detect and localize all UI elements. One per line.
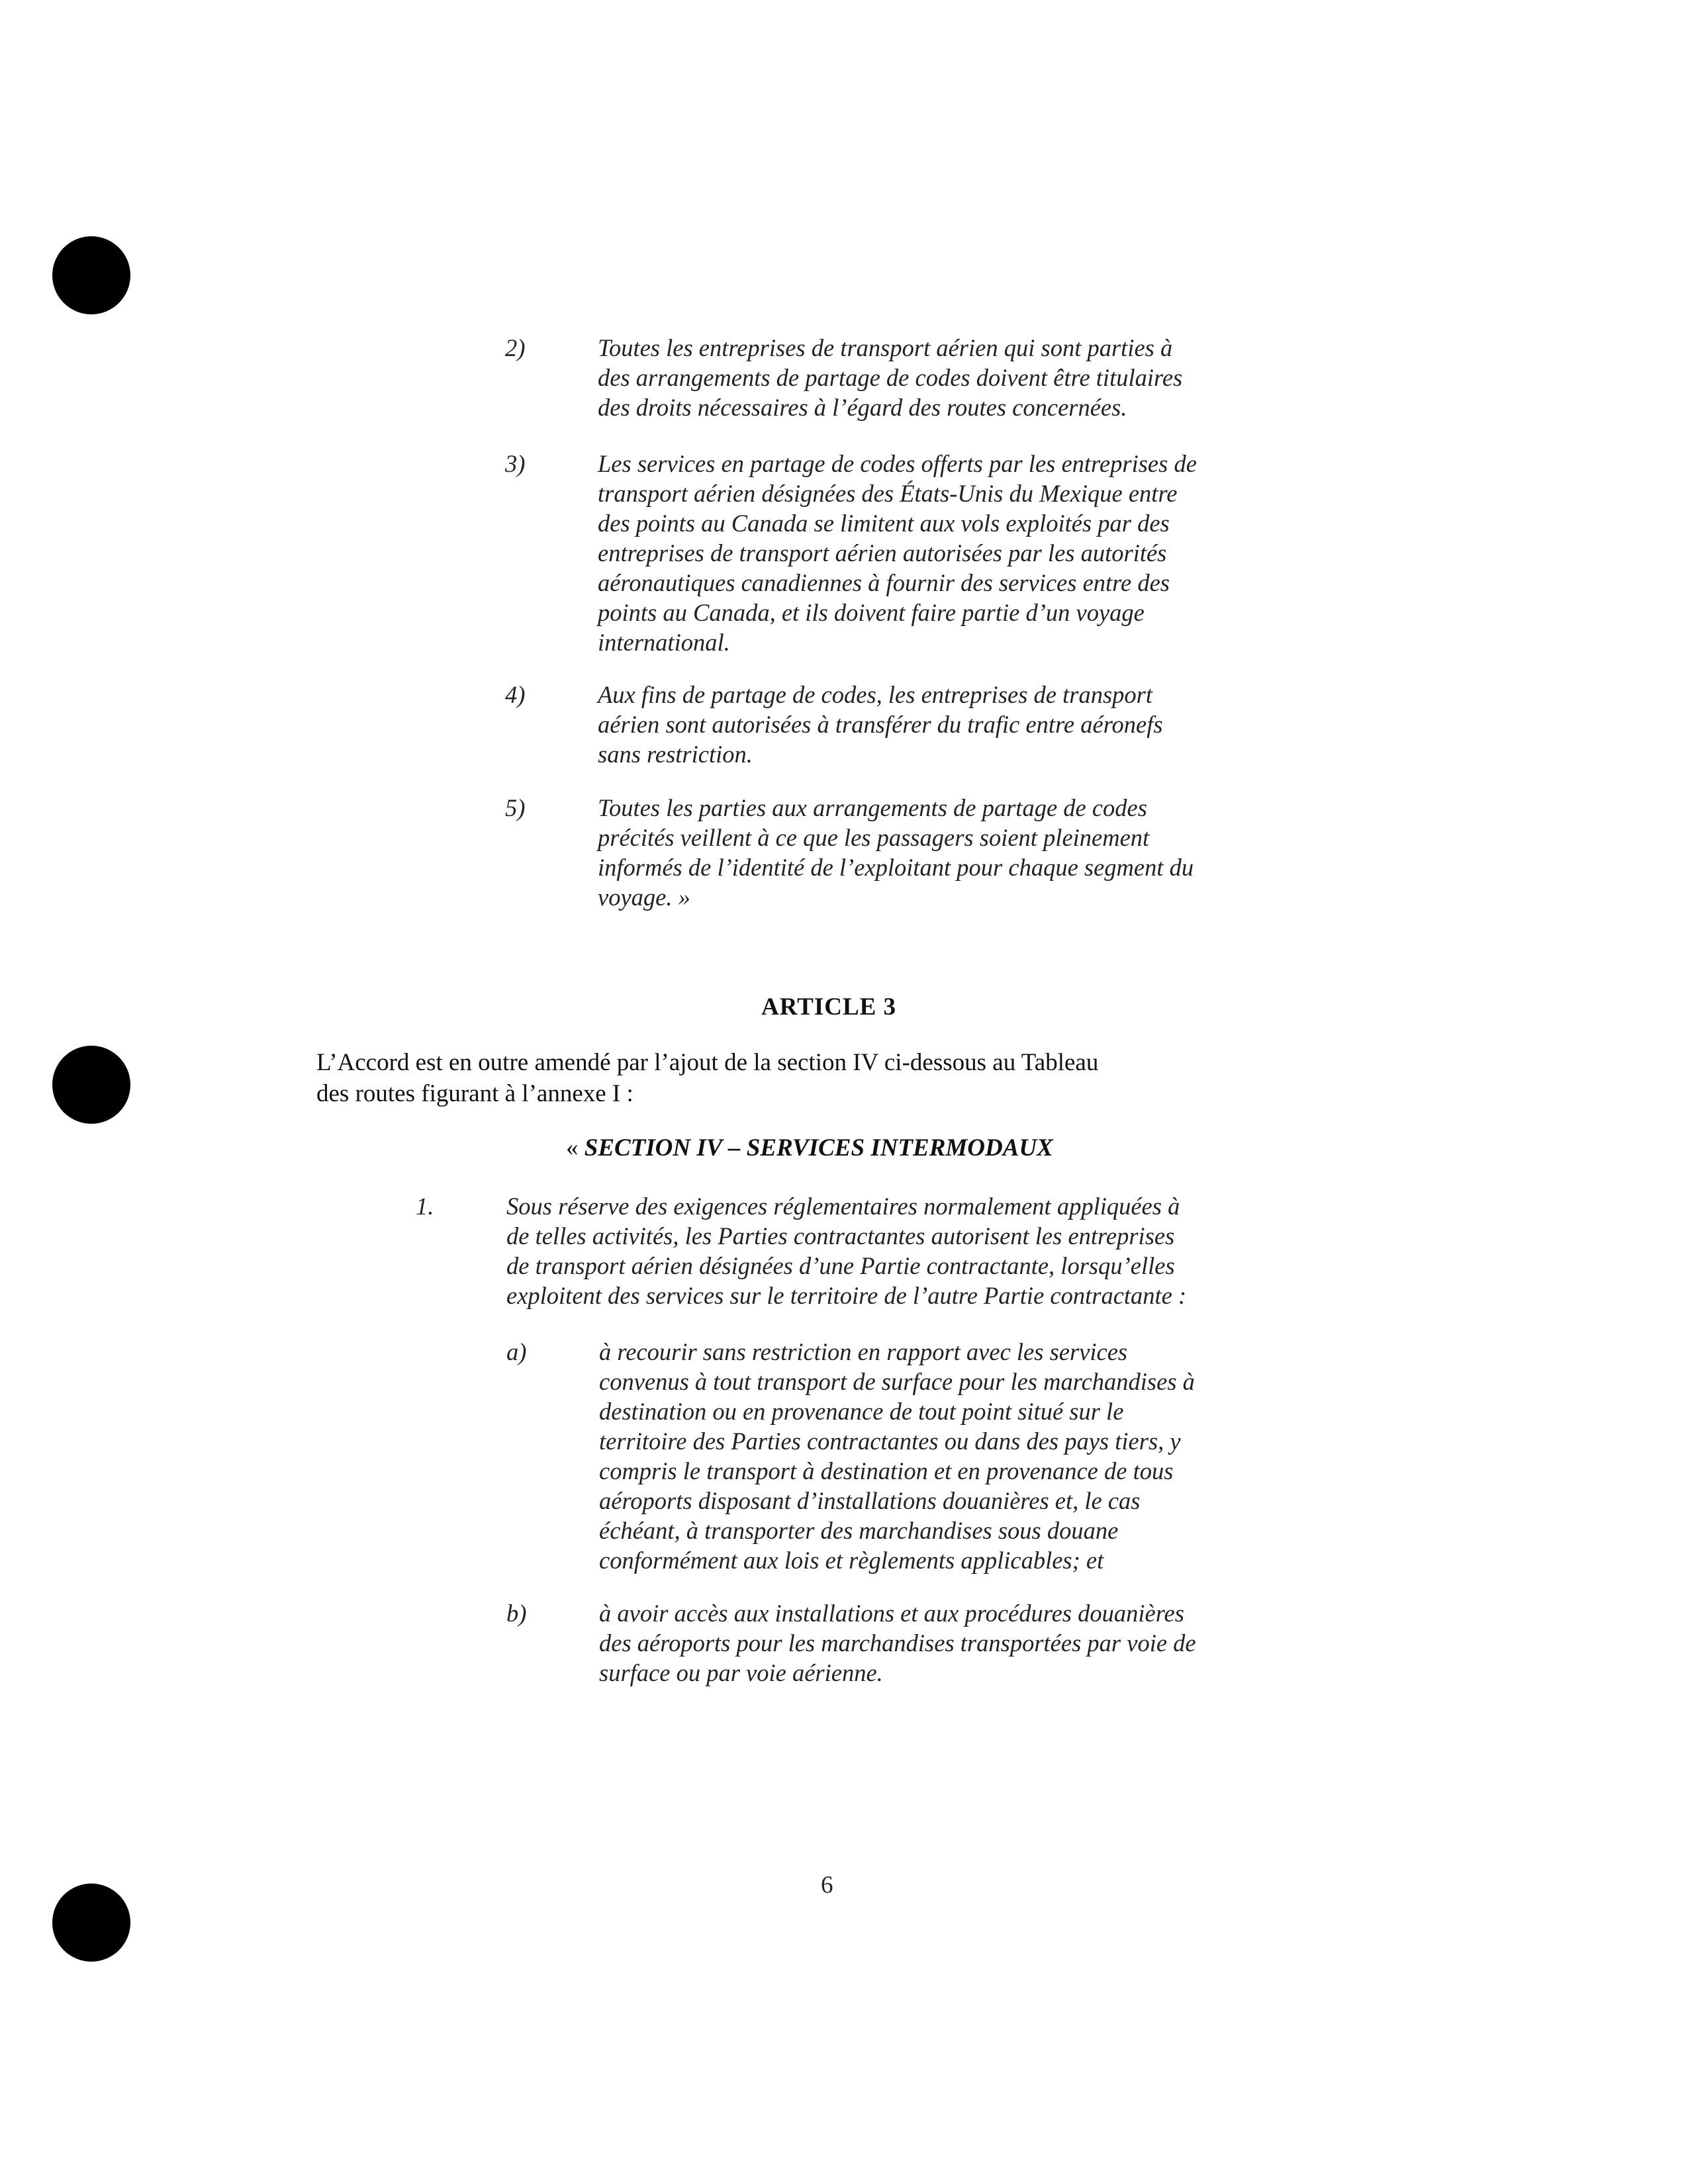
item-3-text: Les services en partage de codes offerts par les entreprises de transport aérien désignées des États-Unis du Mexique entre des points au Canada se limitent aux vols exploités par des entreprises de transport aérien autorisées par les autorités aéronautiques canadiennes à fournir des services entre des points au Canada, et ils doivent faire partie d’un voyage international. — [598, 450, 1197, 656]
section-heading — [566, 1134, 1053, 1162]
item-2-number: 2) — [505, 334, 526, 361]
article-heading: ARTICLE 3 — [761, 993, 897, 1021]
item-5-number: 5) — [505, 794, 526, 821]
punch-hole-top — [52, 236, 130, 314]
article-intro: L’Accord est en outre amendé par l’ajout de la section IV ci-dessous au Tableau des routes figurant à l’annexe I : — [316, 1049, 1099, 1107]
item-4-number: 4) — [505, 681, 526, 708]
subitem-a-number: a) — [506, 1338, 527, 1365]
subitem-b-text: à avoir accès aux installations et aux procédures douanières des aéroports pour les marchandises transportées par voie de surface ou par voie aérienne. — [599, 1600, 1196, 1686]
section-open-quote: « — [566, 1134, 585, 1161]
section-title: SECTION IV – SERVICES INTERMODAUX — [584, 1134, 1053, 1161]
punch-hole-bottom — [52, 1884, 130, 1962]
item-2-text: Toutes les entreprises de transport aérien qui sont parties à des arrangements de partage de codes doivent être titulaires des droits nécessaires à l’égard des routes concernées. — [598, 334, 1183, 421]
item-4-text: Aux fins de partage de codes, les entreprises de transport aérien sont autorisées à transférer du trafic entre aéronefs sans restriction. — [598, 681, 1163, 768]
punch-hole-middle — [52, 1046, 130, 1124]
page-number: 6 — [821, 1872, 833, 1899]
item-5-text: Toutes les parties aux arrangements de partage de codes précités veillent à ce que les passagers soient pleinement informés de l’identité de l’exploitant pour chaque segment du voyage. » — [598, 794, 1194, 911]
paragraph-1-text: Sous réserve des exigences réglementaires normalement appliquées à de telles activités, les Parties contractantes autorisent les entreprises de transport aérien désignées d’une Partie contractante, lorsqu’elles exploitent des services sur le territoire de l’autre Partie contractante : — [506, 1193, 1187, 1309]
subitem-a-text: à recourir sans restriction en rapport avec les services convenus à tout transport de surface pour les marchandises à destination ou en provenance de tout point situé sur le territoire des Parties contractantes ou dans des pays tiers, y compris le transport à destination et en provenance de tous aéroports disposant d’installations douanières et, le cas échéant, à transporter des marchandises sous douane conformément aux lois et règlements applicables; et — [599, 1338, 1195, 1574]
paragraph-1-number: 1. — [416, 1193, 434, 1220]
item-3-number: 3) — [505, 450, 526, 477]
subitem-b-number: b) — [506, 1600, 527, 1627]
